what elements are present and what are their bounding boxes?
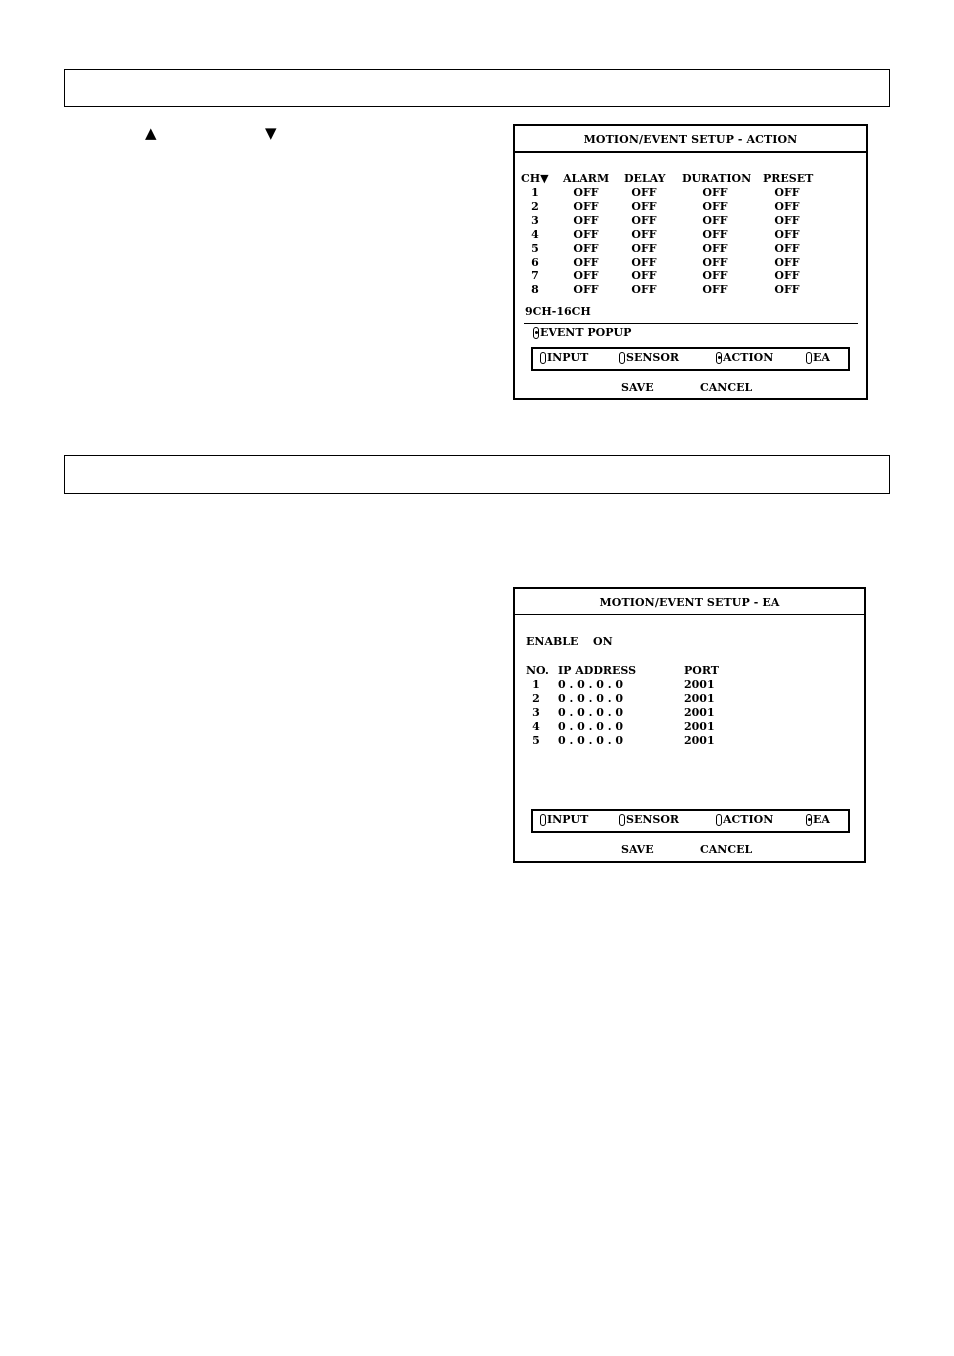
cell-duration[interactable]: OFF: [702, 227, 728, 241]
cell-ch: 6: [531, 255, 539, 269]
cell-delay[interactable]: OFF: [631, 213, 657, 227]
cell-delay[interactable]: OFF: [631, 199, 657, 213]
cell-ch: 5: [531, 241, 539, 255]
ea-panel-title: MOTION/EVENT SETUP - EA: [599, 596, 780, 609]
cell-preset[interactable]: OFF: [774, 213, 800, 227]
cell-preset[interactable]: OFF: [774, 255, 800, 269]
cell-alarm[interactable]: OFF: [573, 269, 599, 283]
cell-no: 1: [532, 678, 540, 691]
enable-label: ENABLE: [526, 635, 579, 648]
table-row: [515, 242, 866, 255]
radio-unselected-icon: [619, 352, 625, 364]
cell-ch: 1: [531, 186, 539, 199]
radio-label: SENSOR: [626, 351, 680, 364]
cell-alarm[interactable]: OFF: [573, 255, 599, 269]
radio-label: SENSOR: [626, 813, 680, 826]
col-header-port: PORT: [684, 664, 719, 677]
radio-label: INPUT: [547, 351, 589, 364]
radio-action[interactable]: [716, 351, 773, 364]
cancel-button[interactable]: CANCEL: [700, 381, 753, 394]
cell-preset[interactable]: OFF: [774, 199, 800, 213]
cell-ip[interactable]: 0 . 0 . 0 . 0: [558, 719, 624, 733]
radio-unselected-icon: [619, 814, 625, 826]
radio-ea[interactable]: [806, 813, 830, 826]
save-button[interactable]: SAVE: [621, 843, 654, 856]
cell-no: 4: [532, 719, 540, 733]
radio-input[interactable]: [540, 813, 588, 826]
cell-delay[interactable]: OFF: [631, 241, 657, 255]
up-arrow-icon: ▲: [145, 124, 157, 142]
range-divider: [524, 323, 858, 324]
down-arrow-icon: ▼: [265, 124, 277, 142]
cell-ch: 2: [531, 199, 539, 213]
cell-duration[interactable]: OFF: [702, 255, 728, 269]
title-divider: [515, 151, 866, 153]
radio-unselected-icon: [806, 352, 812, 364]
cell-delay[interactable]: OFF: [631, 186, 657, 199]
cell-duration[interactable]: OFF: [702, 269, 728, 283]
cell-ch: 3: [531, 213, 539, 227]
col-header-alarm: ALARM: [563, 172, 610, 185]
section-header-bar-2: [64, 455, 890, 494]
event-popup-label: EVENT POPUP: [540, 326, 632, 339]
title-divider: [515, 614, 864, 615]
cell-duration[interactable]: OFF: [702, 241, 728, 255]
table-row: [515, 734, 864, 747]
radio-label: INPUT: [547, 813, 589, 826]
radio-selected-icon: [716, 352, 722, 364]
cell-alarm[interactable]: OFF: [573, 186, 599, 199]
event-popup-toggle[interactable]: [533, 326, 631, 339]
cell-port[interactable]: 2001: [684, 705, 715, 719]
radio-input[interactable]: [540, 351, 588, 364]
table-row: [515, 186, 866, 199]
cell-ip[interactable]: 0 . 0 . 0 . 0: [558, 691, 624, 705]
col-header-ip: IP ADDRESS: [558, 664, 637, 677]
cell-delay[interactable]: OFF: [631, 227, 657, 241]
cell-port[interactable]: 2001: [684, 691, 715, 705]
table-row: [515, 228, 866, 241]
table-row: [515, 692, 864, 705]
col-header-delay: DELAY: [624, 172, 666, 185]
cell-alarm[interactable]: OFF: [573, 227, 599, 241]
table-row: [515, 214, 866, 227]
action-setup-panel: [513, 124, 868, 400]
col-header-ch: CH▼: [521, 172, 549, 185]
cell-no: 2: [532, 691, 540, 705]
cell-ch: 8: [531, 283, 539, 297]
cell-alarm[interactable]: OFF: [573, 199, 599, 213]
col-header-preset: PRESET: [763, 172, 814, 185]
ea-setup-panel: [513, 587, 866, 863]
cell-no: 5: [532, 733, 540, 747]
cell-port[interactable]: 2001: [684, 719, 715, 733]
radio-label: ACTION: [723, 351, 774, 364]
table-row: [515, 283, 866, 296]
radio-sensor[interactable]: [619, 813, 679, 826]
cell-port[interactable]: 2001: [684, 733, 715, 747]
cell-ip[interactable]: 0 . 0 . 0 . 0: [558, 678, 624, 691]
cell-preset[interactable]: OFF: [774, 269, 800, 283]
cell-no: 3: [532, 705, 540, 719]
cancel-button[interactable]: CANCEL: [700, 843, 753, 856]
radio-ea[interactable]: [806, 351, 830, 364]
range-label: 9CH-16CH: [525, 305, 591, 318]
cell-delay[interactable]: OFF: [631, 255, 657, 269]
cell-ch: 4: [531, 227, 539, 241]
table-row: [515, 720, 864, 733]
cell-duration[interactable]: OFF: [702, 199, 728, 213]
cell-duration[interactable]: OFF: [702, 213, 728, 227]
cell-alarm[interactable]: OFF: [573, 241, 599, 255]
radio-label: ACTION: [723, 813, 774, 826]
cell-port[interactable]: 2001: [684, 678, 715, 691]
col-header-duration: DURATION: [682, 172, 752, 185]
col-header-no: NO.: [526, 664, 549, 677]
radio-unselected-icon: [716, 814, 722, 826]
save-button[interactable]: SAVE: [621, 381, 654, 394]
cell-preset[interactable]: OFF: [774, 241, 800, 255]
cell-alarm[interactable]: OFF: [573, 213, 599, 227]
cell-ip[interactable]: 0 . 0 . 0 . 0: [558, 733, 624, 747]
cell-ch: 7: [531, 269, 539, 283]
table-row: [515, 256, 866, 269]
cell-preset[interactable]: OFF: [774, 186, 800, 199]
table-row: [515, 678, 864, 691]
cell-delay[interactable]: OFF: [631, 283, 657, 297]
radio-sensor[interactable]: [619, 351, 679, 364]
radio-action[interactable]: [716, 813, 773, 826]
radio-selected-icon: [806, 814, 812, 826]
action-panel-title: MOTION/EVENT SETUP - ACTION: [583, 133, 798, 146]
radio-label: EA: [813, 813, 830, 826]
cell-duration[interactable]: OFF: [702, 283, 728, 297]
section-header-bar-1: [64, 69, 890, 107]
cell-delay[interactable]: OFF: [631, 269, 657, 283]
radio-unselected-icon: [540, 352, 546, 364]
enable-value[interactable]: ON: [593, 635, 613, 648]
radio-label: EA: [813, 351, 830, 364]
cell-preset[interactable]: OFF: [774, 283, 800, 297]
cell-preset[interactable]: OFF: [774, 227, 800, 241]
table-row: [515, 706, 864, 719]
table-row: [515, 269, 866, 282]
table-row: [515, 200, 866, 213]
cell-alarm[interactable]: OFF: [573, 283, 599, 297]
radio-selected-icon: [533, 327, 539, 339]
cell-ip[interactable]: 0 . 0 . 0 . 0: [558, 705, 624, 719]
cell-duration[interactable]: OFF: [702, 186, 728, 199]
radio-unselected-icon: [540, 814, 546, 826]
